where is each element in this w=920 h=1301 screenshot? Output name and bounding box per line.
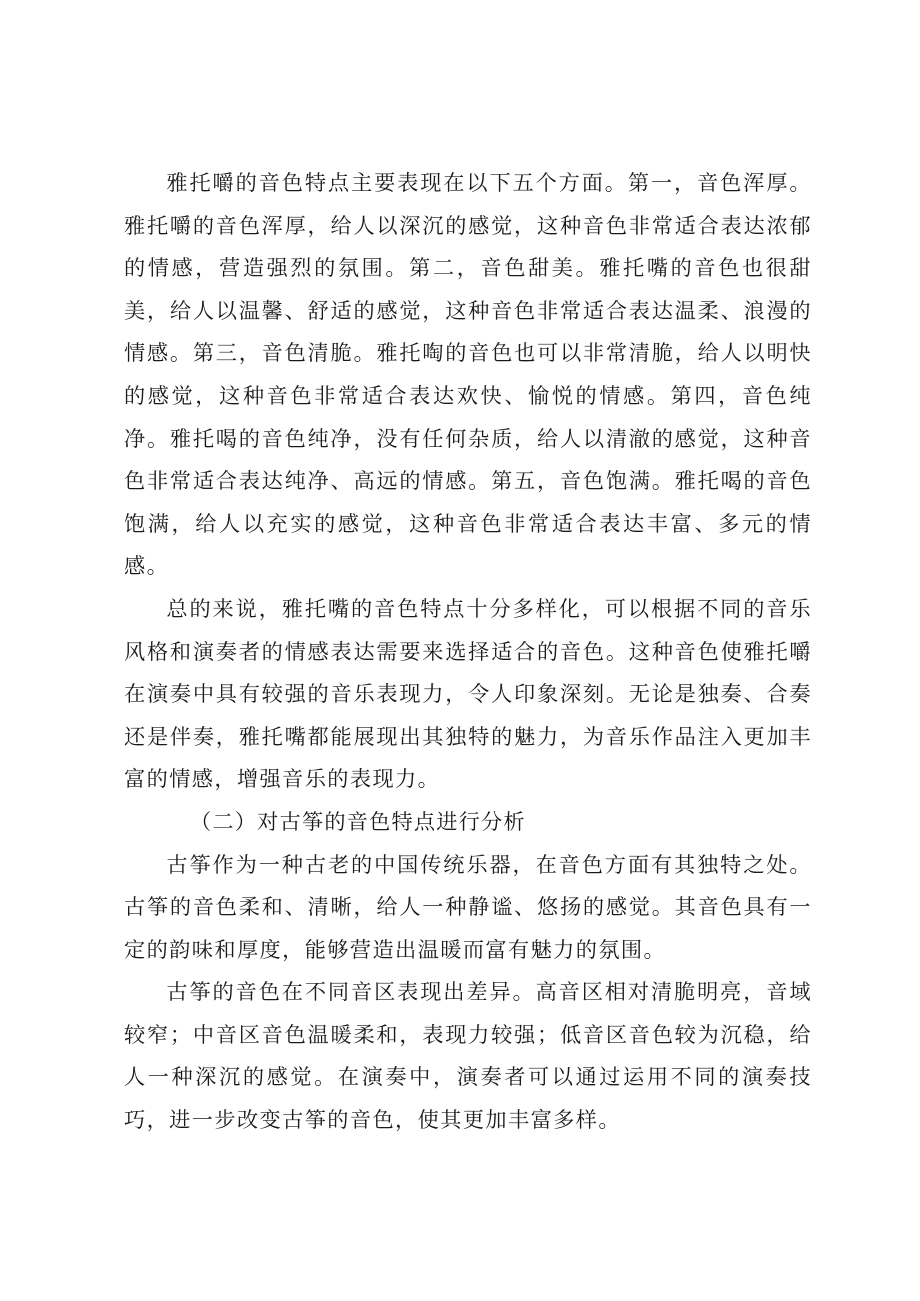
paragraph-guzheng-intro: 古筝作为一种古老的中国传统乐器，在音色方面有其独特之处。古筝的音色柔和、清晰，给人一种静谧、悠扬的感觉。其音色具有一定的韵味和厚度，能够营造出温暖而富有魅力的氛围。 [124, 851, 812, 962]
paragraph-yatuo-timbre-five-aspects: 雅托嚼的音色特点主要表现在以下五个方面。第一，音色浑厚。雅托嚼的音色浑厚，给人以深沉的感觉，这种音色非常适合表达浓郁的情感，营造强烈的氛围。第二，音色甜美。雅托嘴的音色也很甜美，给人以温馨、舒适的感觉，这种音色非常适合表达温柔、浪漫的情感。第三，音色清脆。雅托啕的音色也可以非常清脆，给人以明快的感觉，这种音色非常适合表达欢快、愉悦的情感。第四，音色纯净。雅托喝的音色纯净，没有任何杂质，给人以清澈的感觉，这种音色非常适合表达纯净、高远的情感。第五，音色饱满。雅托喝的音色饱满，给人以充实的感觉，这种音色非常适合表达丰富、多元的情感。 [124, 170, 812, 579]
section-heading-guzheng: （二）对古筝的音色特点进行分析 [190, 808, 526, 834]
document-body [124, 162, 812, 1142]
paragraph-guzheng-registers: 古筝的音色在不同音区表现出差异。高音区相对清脆明亮，音域较窄；中音区音色温暖柔和，表现力较强；低音区音色较为沉稳，给人一种深沉的感觉。在演奏中，演奏者可以通过运用不同的演奏技巧，进一步改变古筝的音色，使其更加丰富多样。 [124, 979, 812, 1133]
paragraph-yatuo-summary: 总的来说，雅托嘴的音色特点十分多样化，可以根据不同的音乐风格和演奏者的情感表达需要来选择适合的音色。这种音色使雅托嚼在演奏中具有较强的音乐表现力，令人印象深刻。无论是独奏、合奏还是伴奏，雅托嘴都能展现出其独特的魅力，为音乐作品注入更加丰富的情感，增强音乐的表现力。 [124, 595, 812, 792]
